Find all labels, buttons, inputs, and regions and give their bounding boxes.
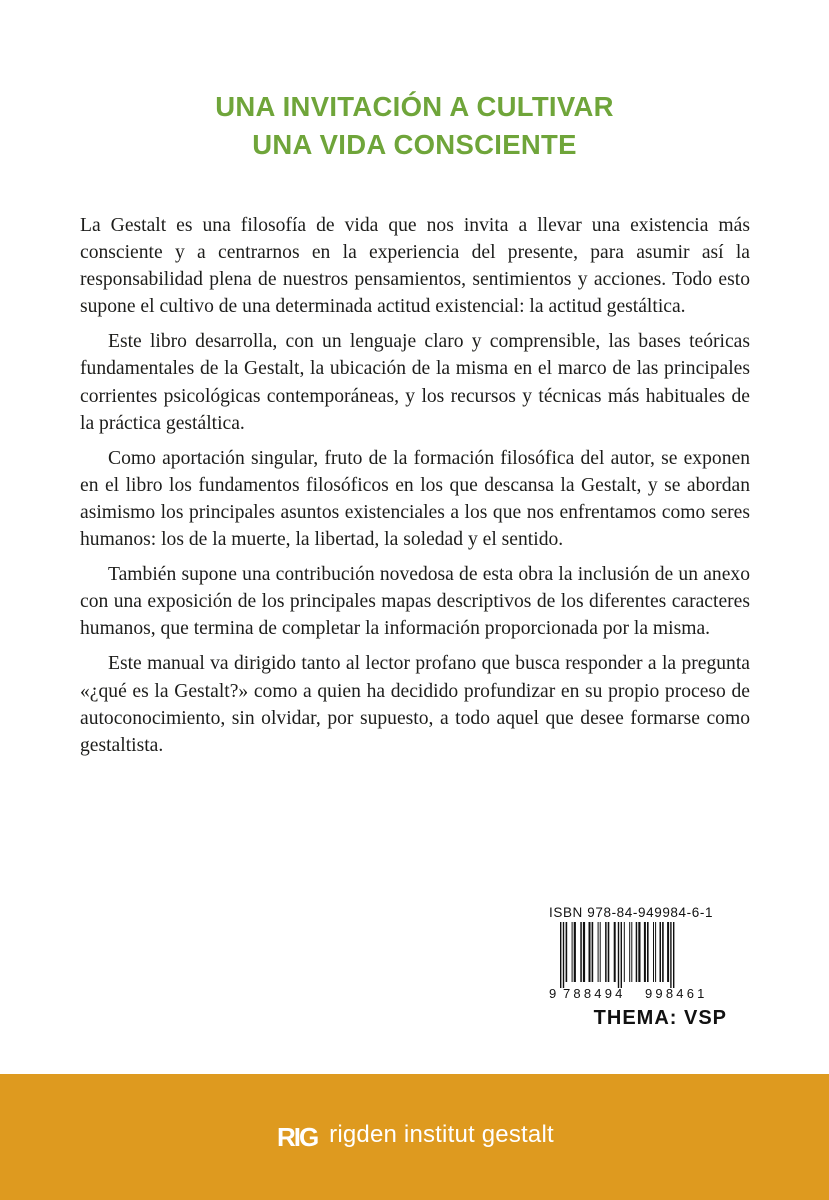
barcode-bar: [673, 922, 674, 988]
barcode-bar: [629, 922, 630, 982]
barcode-bar: [600, 922, 601, 982]
barcode-bar: [563, 922, 564, 988]
thema-code: THEMA: VSP: [593, 1007, 727, 1029]
barcode-bar: [655, 922, 656, 982]
barcode-bar: [670, 922, 671, 988]
barcode-bar: [667, 922, 669, 982]
barcode-digits-left: 788494: [563, 986, 626, 1000]
blurb: [80, 212, 750, 767]
barcode-bar: [566, 922, 568, 982]
publisher-name: rigden institut gestalt: [329, 1121, 554, 1148]
barcode-digits-right: 998461: [645, 986, 708, 1000]
barcode-bar: [638, 922, 640, 982]
barcode-bar: [592, 922, 594, 982]
blurb-paragraph-2: Este libro desarrolla, con un lenguaje claro y comprensible, las bases teóricas fundamentales de la Gestalt, la ubicación de la misma en el marco de las principales corrientes psicológicas contemporáneas, y los recursos y técnicas más habituales de la práctica gestáltica.: [80, 331, 750, 434]
title-line-2: UNA VIDA CONSCIENTE: [252, 129, 577, 160]
title-line-1: UNA INVITACIÓN A CULTIVAR: [215, 91, 614, 122]
barcode-bar: [660, 922, 662, 982]
barcode-bar: [574, 922, 576, 982]
blurb-paragraph-5: Este manual va dirigido tanto al lector profano que busca responder a la pregunta «¿qué es la Gestalt?» como a quien ha decidido profundizar en su propio proceso de autoconocimiento, sin olvidar, por supuesto, a todo aquel que desee formarse como gestaltista.: [80, 653, 750, 756]
barcode-bar: [560, 922, 561, 988]
barcode-bar: [572, 922, 573, 982]
blurb-paragraph-3: Como aportación singular, fruto de la formación filosófica del autor, se exponen en el libro los fundamentos filosóficos en los que descansa la Gestalt, y se abordan asimismo los principales asuntos existenciales a los que nos enfrentamos como seres humanos: los de la muerte, la libertad, la soledad y el sentido.: [80, 447, 750, 551]
barcode-bar: [662, 922, 664, 982]
barcode-bar: [580, 922, 582, 982]
publisher-logo-text: RIG: [277, 1122, 318, 1152]
publisher-logo: [275, 1118, 319, 1152]
barcode-digit-first: 9: [549, 986, 557, 1000]
publisher-block: [0, 1118, 829, 1152]
barcode-bar: [605, 922, 607, 982]
blurb-paragraph-4: También supone una contribución novedosa de esta obra la inclusión de un anexo con una exposición de los principales mapas descriptivos de los diferentes caracteres humanos, que termina de completar la información proporcionada por la misma.: [80, 564, 750, 640]
isbn-label: ISBN 978-84-949984-6-1: [549, 905, 714, 920]
barcode-bar: [589, 922, 591, 982]
barcode-bar: [647, 922, 649, 982]
barcode-bars: [560, 922, 674, 988]
barcode-bar: [598, 922, 599, 982]
back-cover-title: [0, 88, 829, 164]
blurb-paragraph-1: La Gestalt es una filosofía de vida que nos invita a llevar una existencia más consciente y a centrarnos en la experiencia del presente, para asumir así la responsabilidad plena de nuestros pensamientos, sentimientos y acciones. Todo esto supone el cultivo de una determinada actitud existencial: la actitud gestáltica.: [80, 215, 750, 318]
barcode-bar: [583, 922, 585, 982]
barcode-bar: [644, 922, 646, 982]
barcode-bar: [614, 922, 616, 982]
barcode-bar: [621, 922, 622, 988]
barcode-bar: [608, 922, 610, 982]
barcode-bar: [653, 922, 654, 982]
barcode-bar: [618, 922, 619, 988]
barcode-bar: [631, 922, 632, 982]
barcode: [549, 922, 727, 1000]
barcode-bar: [624, 922, 625, 982]
barcode-bar: [636, 922, 638, 982]
